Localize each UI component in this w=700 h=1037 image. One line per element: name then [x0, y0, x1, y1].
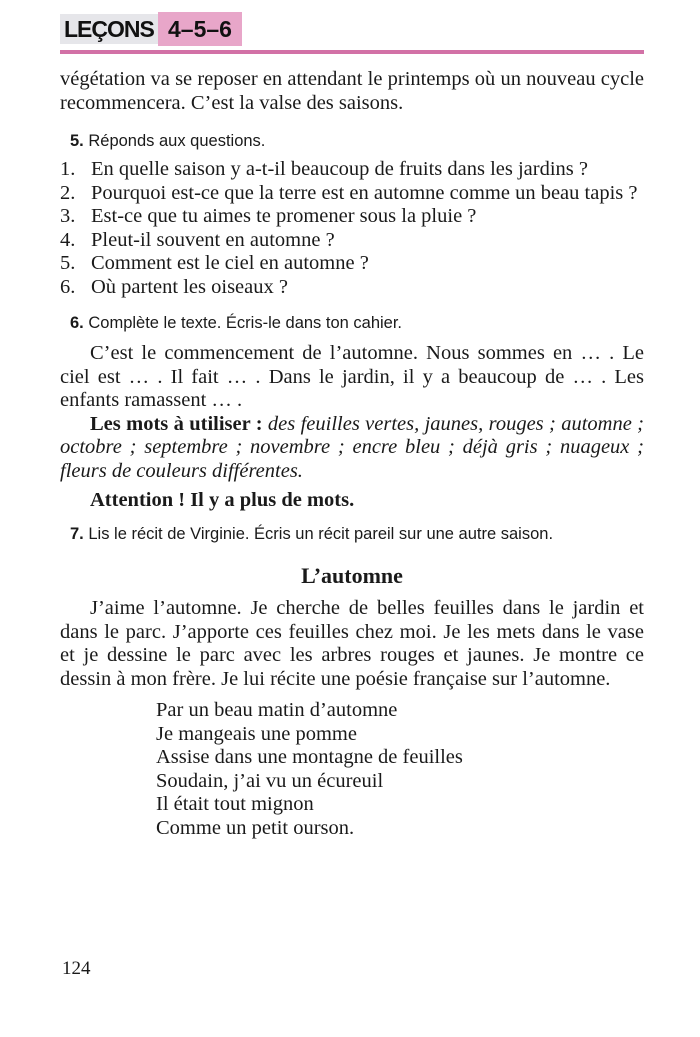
poem: [156, 699, 644, 840]
task-7-number: 7.: [70, 525, 84, 543]
poem-line: Je mangeais une pomme: [156, 722, 357, 745]
task-6-number: 6.: [70, 314, 84, 332]
question-number: 4.: [60, 228, 76, 251]
story-title: L’automne: [301, 563, 403, 588]
lesson-numbers: 4–5–6: [158, 12, 242, 46]
question-number: 1.: [60, 158, 76, 180]
question-number: 6.: [60, 275, 76, 298]
question-text: Comment est le ciel en automne ?: [91, 252, 369, 274]
poem-line: Assise dans une montagne de feuilles: [156, 746, 463, 768]
list-item: [60, 276, 644, 300]
task-5-number: 5.: [70, 132, 84, 150]
poem-line: Comme un petit ourson.: [156, 816, 355, 839]
list-item: [60, 252, 644, 276]
list-item: [60, 182, 644, 206]
intro-paragraph: végétation va se reposer en attendant le printemps où un nouveau cycle recommencera. C’est la valse des saisons.: [60, 68, 644, 114]
poem-line: Il était tout mignon: [156, 793, 314, 815]
list-item: [60, 229, 644, 253]
textbook-page: [60, 12, 644, 840]
task-5-text: Réponds aux questions.: [88, 132, 266, 150]
question-text: Pleut-il souvent en automne ?: [91, 228, 335, 251]
word-bank: [60, 413, 644, 484]
question-text: Pourquoi est-ce que la terre est en automne comme un beau tapis ?: [91, 181, 638, 204]
poem-line: Par un beau matin d’automne: [156, 699, 398, 721]
task-5-instruction: [70, 131, 644, 152]
question-number: 3.: [60, 205, 76, 227]
page-number: 124: [62, 958, 91, 979]
attention-note: Attention ! Il y a plus de mots.: [90, 489, 355, 511]
task-6-text: Complète le texte. Écris-le dans ton cahier.: [88, 314, 403, 332]
question-number: 2.: [60, 181, 76, 204]
word-bank-label: Les mots à utiliser :: [90, 412, 263, 435]
story-paragraph: J’aime l’automne. Je cherche de belles feuilles dans le jardin et dans le parc. J’apporte ces feuilles chez moi. Je les mets dans le vase et je dessine le parc avec les arbres rouges et jaunes. Je montre ce dessin à mon frère. Je lui récite une poésie française sur l’automne.: [60, 597, 644, 690]
question-text: Est-ce que tu aimes te promener sous la pluie ?: [91, 205, 477, 227]
question-number: 5.: [60, 252, 76, 274]
question-list: [60, 158, 644, 299]
list-item: [60, 205, 644, 229]
task-6-instruction: [70, 313, 644, 334]
word-bank-list: des feuilles vertes, jaunes, rouges ; automne ; octobre ; septembre ; novembre ; encre bleu ; déjà gris ; nuageux ; fleurs de couleurs différentes.: [60, 412, 644, 482]
task-7-instruction: [70, 524, 644, 545]
poem-line: Soudain, j’ai vu un écureuil: [156, 769, 384, 792]
question-text: Où partent les oiseaux ?: [91, 275, 288, 298]
header-divider: [60, 50, 644, 54]
list-item: [60, 158, 644, 182]
lesson-header: [60, 12, 644, 48]
task-7-text: Lis le récit de Virginie. Écris un récit pareil sur une autre saison.: [88, 525, 554, 543]
lesson-label: LEÇONS: [60, 14, 158, 44]
question-text: En quelle saison y a-t-il beaucoup de fruits dans les jardins ?: [91, 158, 588, 180]
fill-in-text: C’est le commencement de l’automne. Nous sommes en … . Le ciel est … . Il fait … . Dans le jardin, il y a beaucoup de … . Les enfants ramassent … .: [60, 342, 644, 411]
